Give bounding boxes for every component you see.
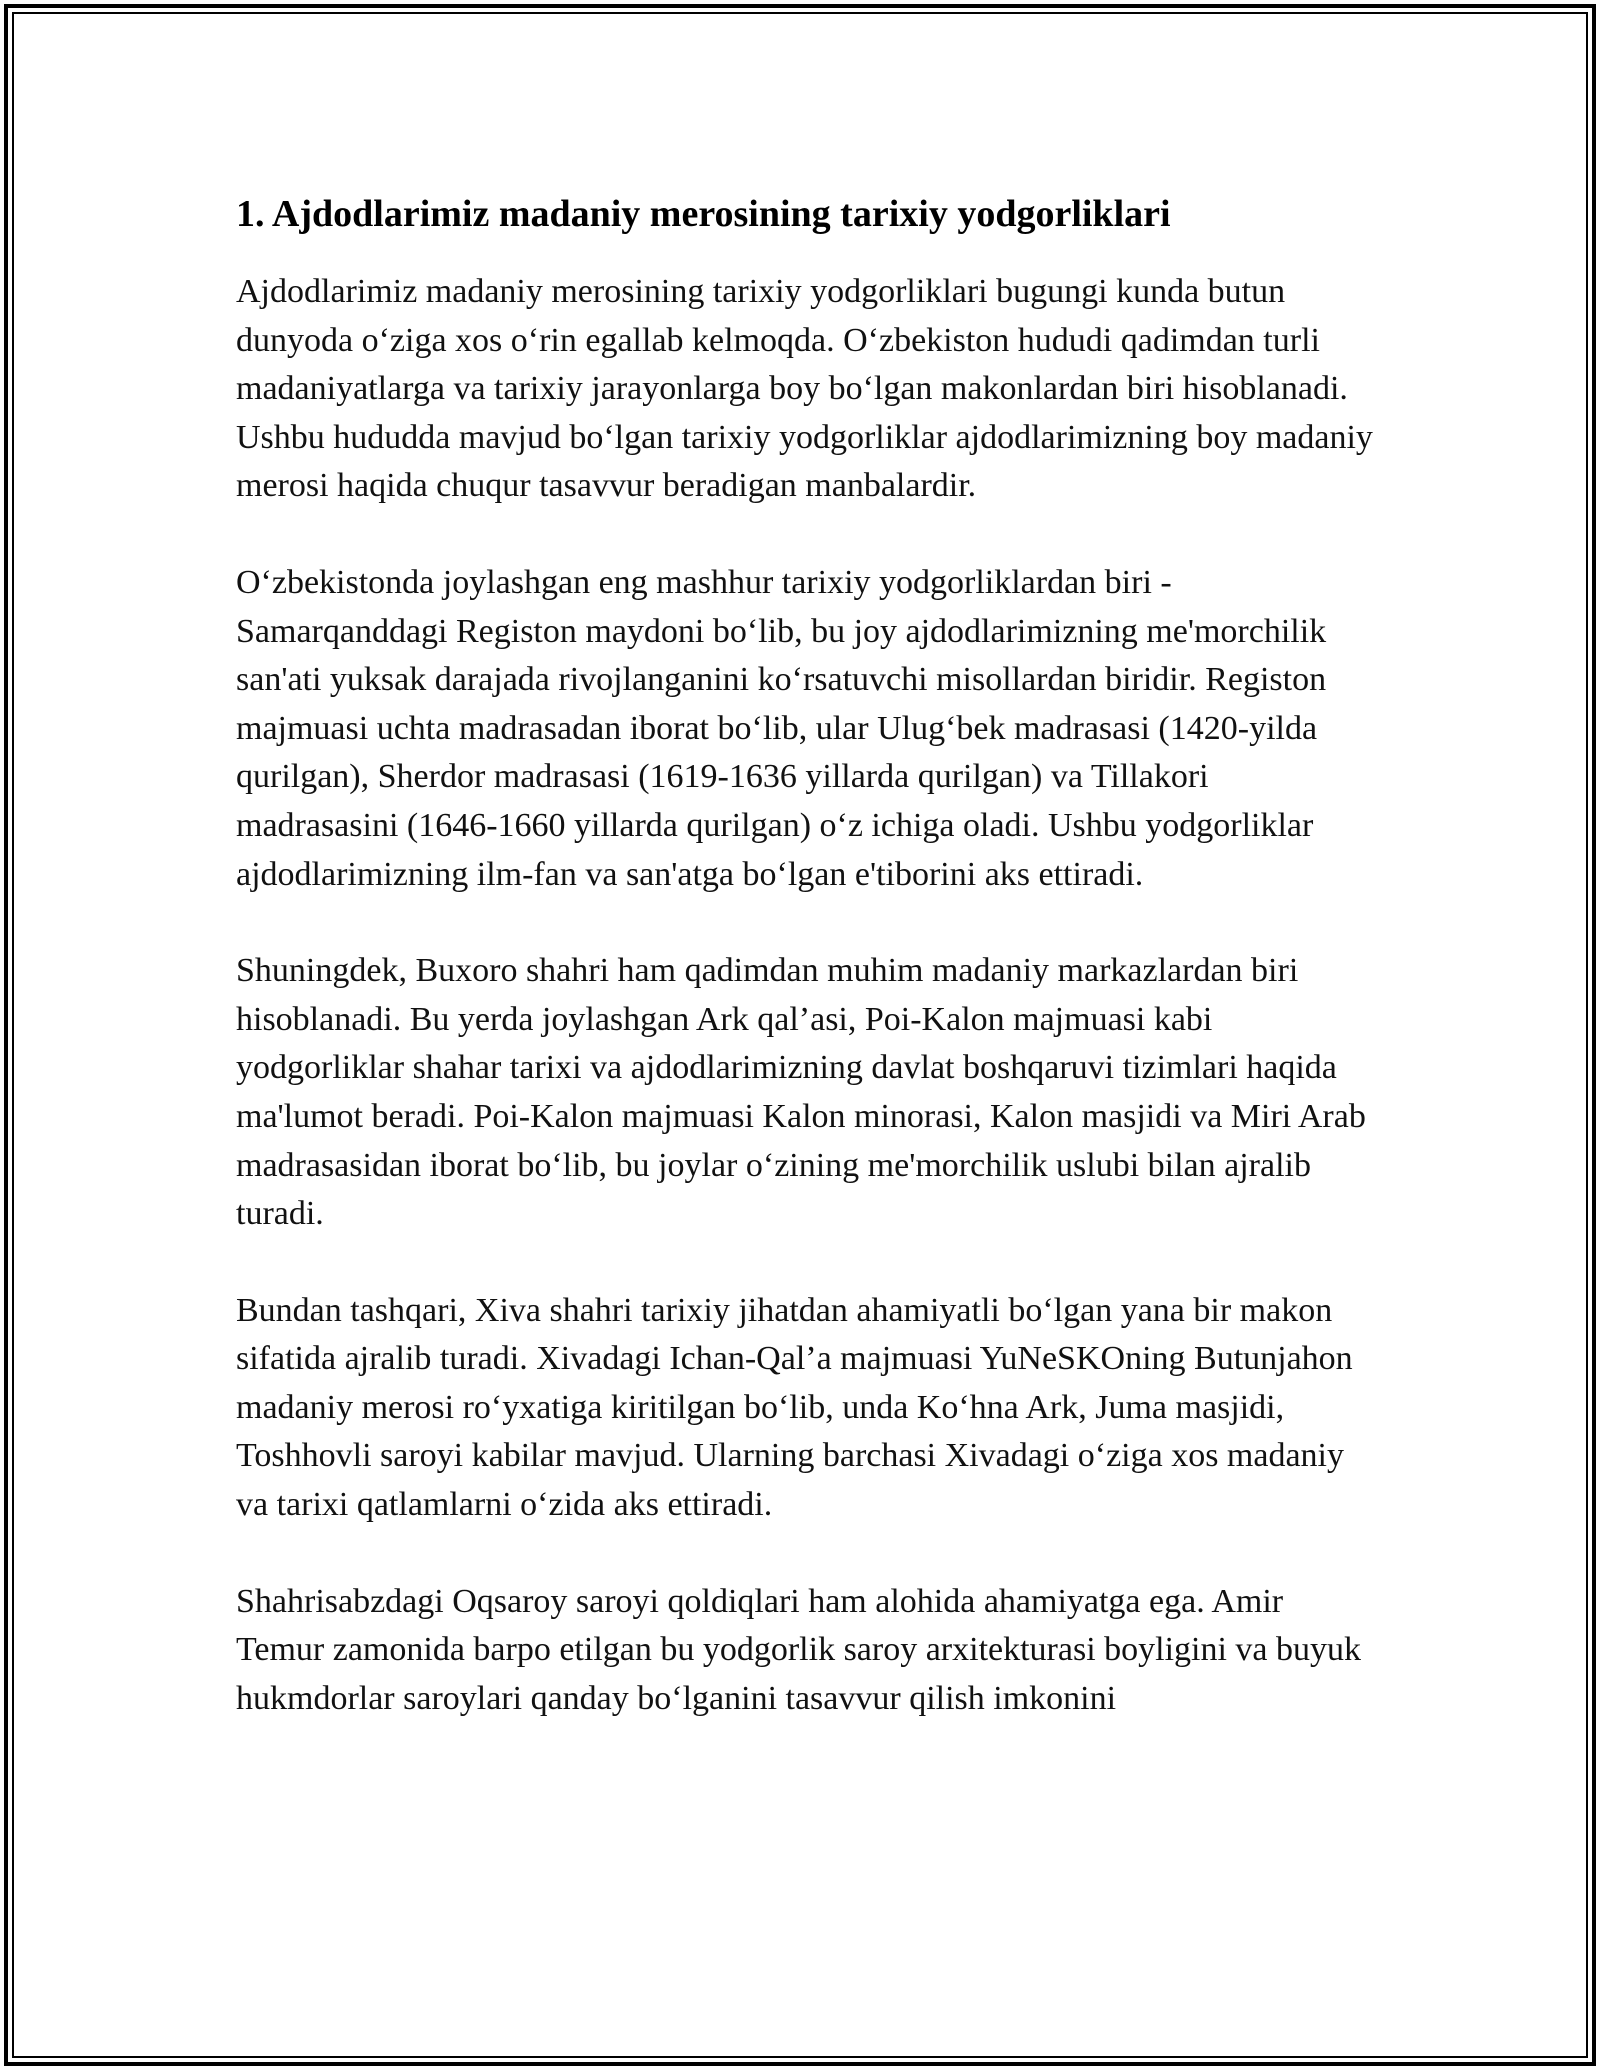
paragraph-shahrisabz: Shahrisabzdagi Oqsaroy saroyi qoldiqlari ham alohida ahamiyatga ega. Amir Temur zamonida barpo etilgan bu yodgorlik saroy arxitekturasi boyligini va buyuk hukmdorlar saroylari qanday bo‘lganini tasavvur qilish imkonini	[236, 1582, 1362, 1717]
document-body	[236, 186, 1376, 1771]
paragraph-intro: Ajdodlarimiz madaniy merosining tarixiy yodgorliklari bugungi kunda butun dunyoda o‘ziga xos o‘rin egallab kelmoqda. O‘zbekiston hududi qadimdan turli madaniyatlarga va tarixiy jarayonlarga boy bo‘lgan makonlardan biri hisoblanadi. Ushbu hududda mavjud bo‘lgan tarixiy yodgorliklar ajdodlarimizning boy madaniy merosi haqida chuqur tasavvur beradigan manbalardir.	[236, 273, 1373, 505]
paragraph-buxoro: Shuningdek, Buxoro shahri ham qadimdan muhim madaniy markazlardan biri hisoblanadi. Bu yerda joylashgan Ark qal’asi, Poi-Kalon majmuasi kabi yodgorliklar shahar tarixi va ajdodlarimizning davlat boshqaruvi tizimlari haqida ma'lumot beradi. Poi-Kalon majmuasi Kalon minorasi, Kalon masjidi va Miri Arab madrasasidan iborat bo‘lib, bu joylar o‘zining me'morchilik uslubi bilan ajralib turadi.	[236, 952, 1366, 1233]
paragraph-registon: O‘zbekistonda joylashgan eng mashhur tarixiy yodgorliklardan biri - Samarqanddagi Registon maydoni bo‘lib, bu joy ajdodlarimizning me'morchilik san'ati yuksak darajada rivojlanganini ko‘rsatuvchi misollardan biridir. Registon majmuasi uchta madrasadan iborat bo‘lib, ular Ulug‘bek madrasasi (1420-yilda qurilgan), Sherdor madrasasi (1619-1636 yillarda qurilgan) va Tillakori madrasasini (1646-1660 yillarda qurilgan) o‘z ichiga oladi. Ushbu yodgorliklar ajdodlarimizning ilm-fan va san'atga bo‘lgan e'tiborini aks ettiradi.	[236, 563, 1327, 893]
section-heading: 1. Ajdodlarimiz madaniy merosining tarixiy yodgorliklari	[236, 193, 1171, 235]
paragraph-xiva: Bundan tashqari, Xiva shahri tarixiy jihatdan ahamiyatli bo‘lgan yana bir makon sifatida ajralib turadi. Xivadagi Ichan-Qal’a majmuasi YuNeSKOning Butunjahon madaniy merosi ro‘yxatiga kiritilgan bo‘lib, unda Ko‘hna Ark, Juma masjidi, Toshhovli saroyi kabilar mavjud. Ularning barchasi Xivadagi o‘ziga xos madaniy va tarixi qatlamlarni o‘zida aks ettiradi.	[236, 1291, 1353, 1524]
